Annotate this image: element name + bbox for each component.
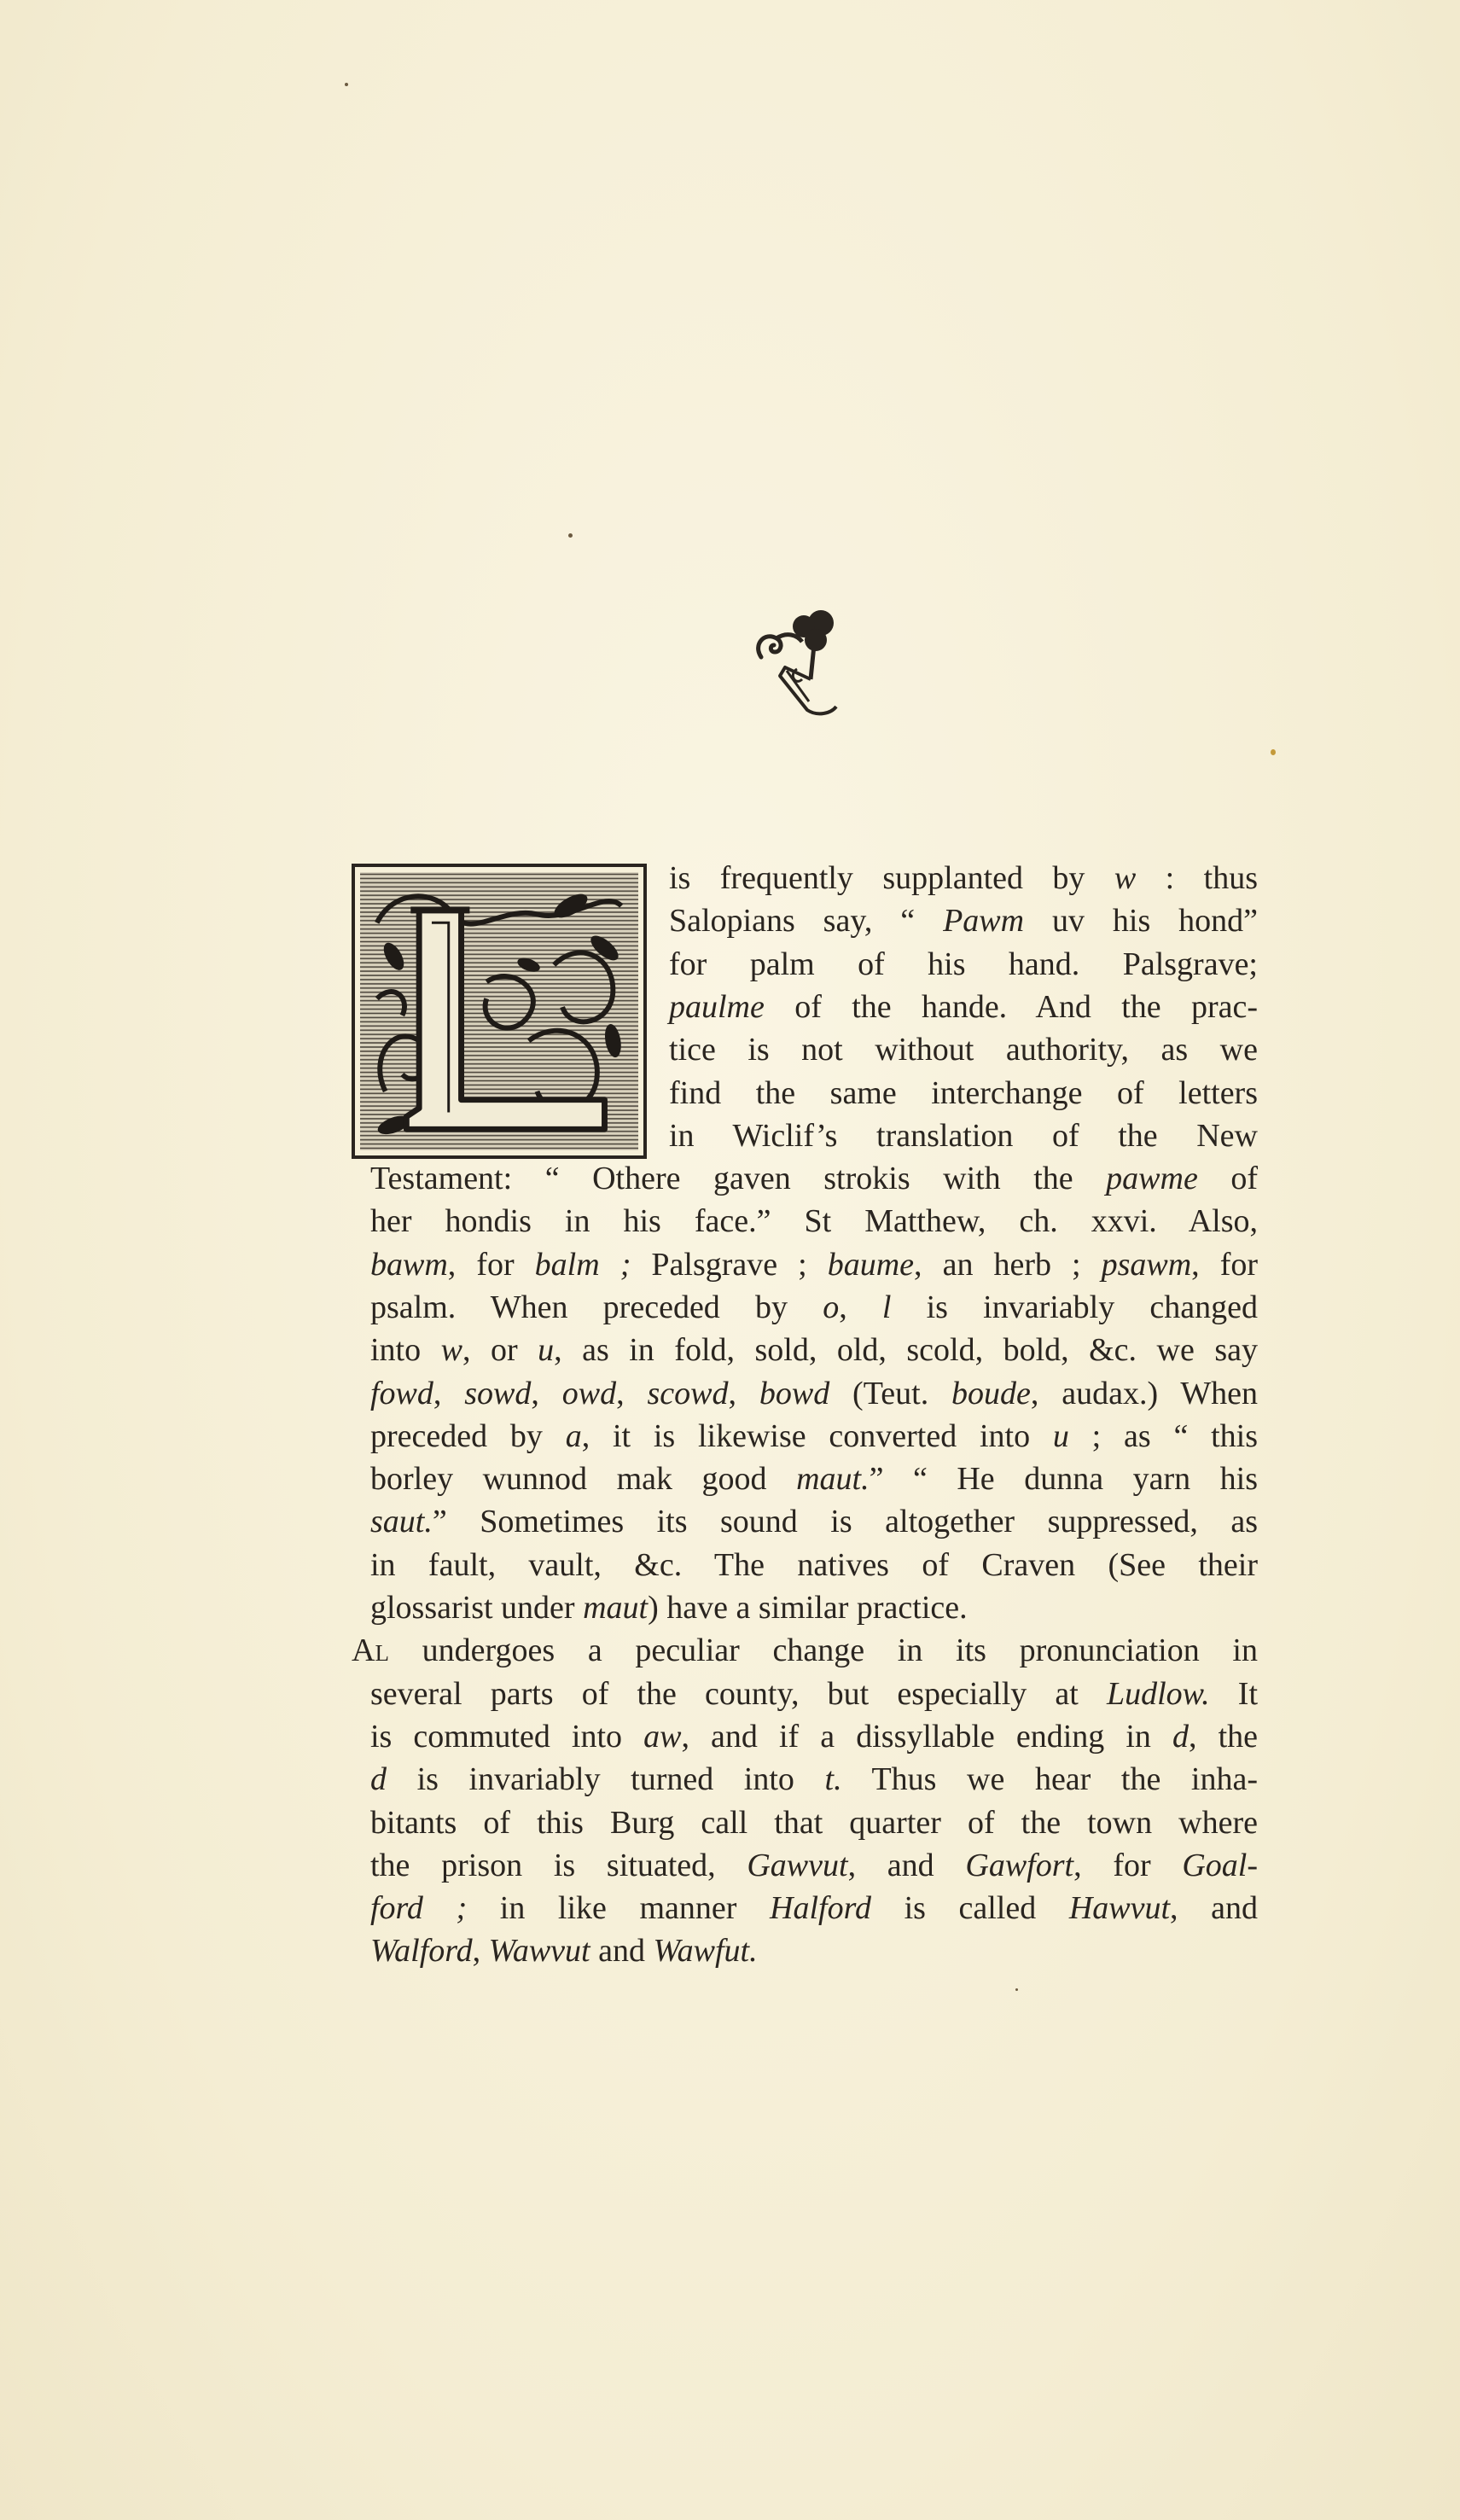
text-span: of (1197, 1161, 1258, 1196)
text-span: into (370, 1332, 441, 1369)
text-span: and (590, 1933, 654, 1970)
italic-word: u (1052, 1417, 1069, 1454)
text-line (669, 862, 1258, 899)
italic-word: boude (951, 1375, 1031, 1411)
text-span: is invariably turned into (387, 1761, 825, 1798)
text-line (370, 1417, 1258, 1458)
text-span: ; as “ this (1068, 1417, 1258, 1454)
italic-word: Walford (370, 1933, 473, 1970)
text-span: ” Sometimes its sound is altogether suppressed, as (432, 1504, 1258, 1540)
italic-word: balm ; (534, 1246, 631, 1283)
italic-word: Gawvut (747, 1847, 848, 1883)
italic-word: owd (561, 1375, 617, 1411)
text-span: , (531, 1375, 562, 1411)
text-span: of the hande. And the prac- (764, 988, 1258, 1025)
text-span: Thus we hear the inha- (841, 1761, 1258, 1798)
text-span: is invariably changed (891, 1289, 1258, 1325)
text-span: several parts of the county, but especially at (370, 1675, 1107, 1712)
text-line (370, 1935, 1258, 1972)
text-line (370, 1463, 1258, 1500)
text-span: tice is not without authority, as we (669, 1032, 1258, 1068)
text-line (352, 1634, 1258, 1672)
paper-speck (1015, 1988, 1018, 1991)
text-line (370, 1675, 1258, 1715)
text-span: , audax.) When (1030, 1375, 1259, 1411)
italic-word: Hawvut (1068, 1890, 1171, 1927)
text-span: undergoes a peculiar change in its pronunciation in (388, 1632, 1258, 1669)
italic-word: t. (824, 1761, 842, 1798)
text-span: , for (447, 1246, 535, 1283)
italic-word: saut. (370, 1504, 433, 1540)
text-line (669, 905, 1258, 942)
text-span: It (1209, 1675, 1258, 1712)
text-span: bitants of this Burg call that quarter of the town where (370, 1804, 1258, 1841)
text-line (370, 1804, 1258, 1844)
italic-word: Halford (770, 1890, 871, 1927)
text-span: for palm of his hand. Palsgrave; (669, 946, 1258, 982)
text-span: : thus (1136, 860, 1259, 896)
italic-word: bawm (370, 1246, 448, 1283)
text-span: the prison is situated, (370, 1847, 747, 1883)
text-span: borley wunnod mak good (370, 1461, 797, 1498)
text-span: psalm. When preceded by (370, 1289, 823, 1325)
italic-word: Wawvut (488, 1933, 590, 1970)
text-span: uv his hond” (1024, 903, 1259, 940)
text-line (669, 988, 1258, 1028)
text-line (669, 1033, 1258, 1071)
text-span: her hondis in his face.” St Matthew, ch. xxvi. Also, (370, 1203, 1258, 1240)
text-span: , and (1170, 1890, 1259, 1927)
italic-word: u (538, 1332, 555, 1369)
italic-word: w (440, 1332, 462, 1369)
italic-word: Goal- (1182, 1847, 1258, 1883)
italic-word: d (1172, 1718, 1189, 1755)
text-span: in fault, vault, &c. The natives of Craven (See their (370, 1546, 1258, 1583)
text-span: , (839, 1289, 882, 1325)
text-span: ” “ He dunna yarn his (869, 1461, 1258, 1498)
text-span: , the (1188, 1718, 1258, 1755)
text-span: , and (847, 1847, 966, 1883)
italic-word: Wawfut. (653, 1933, 758, 1970)
italic-word: fowd (370, 1375, 433, 1411)
fleuron-icon (746, 597, 874, 717)
italic-word: psawm (1101, 1246, 1192, 1283)
text-span: , as in fold, sold, old, scold, bold, &c. we say (554, 1332, 1258, 1369)
text-span: , (433, 1375, 465, 1411)
text-span: preceded by (370, 1417, 566, 1454)
text-span: Palsgrave ; (631, 1246, 828, 1283)
text-line (370, 1377, 1258, 1415)
text-span: , (728, 1375, 759, 1411)
paper-speck (345, 83, 348, 86)
text-span: , for (1073, 1847, 1183, 1883)
italic-word: sowd (464, 1375, 532, 1411)
italic-word: aw (643, 1718, 682, 1755)
text-line (370, 1291, 1258, 1329)
italic-word: maut. (796, 1461, 870, 1498)
text-span: ) have a similar practice. (648, 1590, 968, 1626)
text-span: , and if a dissyllable ending in (681, 1718, 1172, 1755)
italic-word: w (1114, 860, 1137, 896)
paper-speck (1271, 749, 1276, 755)
text-span: , or (462, 1332, 538, 1369)
small-caps-word: Al (352, 1632, 389, 1669)
text-line (370, 1505, 1258, 1543)
italic-word: Ludlow. (1106, 1675, 1210, 1712)
italic-word: bowd (759, 1375, 830, 1411)
italic-word: Gawfort (965, 1847, 1074, 1883)
italic-word: ford ; (370, 1890, 468, 1927)
text-span: Salopians say, “ (669, 903, 944, 940)
italic-word: a (565, 1417, 582, 1454)
text-line (370, 1205, 1258, 1243)
text-line (370, 1248, 1258, 1286)
text-span: , (472, 1933, 489, 1970)
italic-word: paulme (669, 988, 765, 1025)
italic-word: l (881, 1289, 892, 1325)
text-line (669, 1074, 1258, 1115)
text-line (370, 1162, 1258, 1200)
text-span: (Teut. (829, 1375, 952, 1411)
italic-word: scowd (647, 1375, 729, 1411)
text-span: is frequently supplanted by (669, 860, 1114, 896)
text-span: Testament: “ Othere gaven strokis with the (370, 1161, 1107, 1196)
text-line (370, 1892, 1258, 1929)
italic-word: maut (583, 1590, 649, 1626)
text-line (669, 1117, 1258, 1157)
text-span: , it is likewise converted into (581, 1417, 1053, 1454)
paper-speck (568, 533, 573, 538)
text-span: , for (1191, 1246, 1259, 1283)
text-line (370, 1334, 1258, 1371)
text-span: in Wiclif’s translation of the New (669, 1117, 1258, 1154)
text-span: , (616, 1375, 648, 1411)
text-span: in like manner (467, 1890, 771, 1927)
text-line (370, 1720, 1258, 1758)
italic-word: baume (827, 1246, 915, 1283)
text-span: glossarist under (370, 1590, 584, 1626)
text-line (370, 1763, 1258, 1801)
text-span: , an herb ; (914, 1246, 1102, 1283)
text-span: is commuted into (370, 1718, 644, 1755)
italic-word: pawme (1106, 1161, 1198, 1196)
text-line (669, 948, 1258, 986)
text-span: find the same interchange of letters (669, 1074, 1258, 1111)
decorated-initial-l-icon (352, 864, 647, 1159)
text-line (370, 1546, 1258, 1586)
text-span: is called (870, 1890, 1069, 1927)
italic-word: o (823, 1289, 840, 1325)
text-line (370, 1592, 1258, 1629)
italic-word: d (370, 1761, 387, 1798)
italic-word: Pawm (943, 903, 1025, 940)
text-line (370, 1849, 1258, 1887)
